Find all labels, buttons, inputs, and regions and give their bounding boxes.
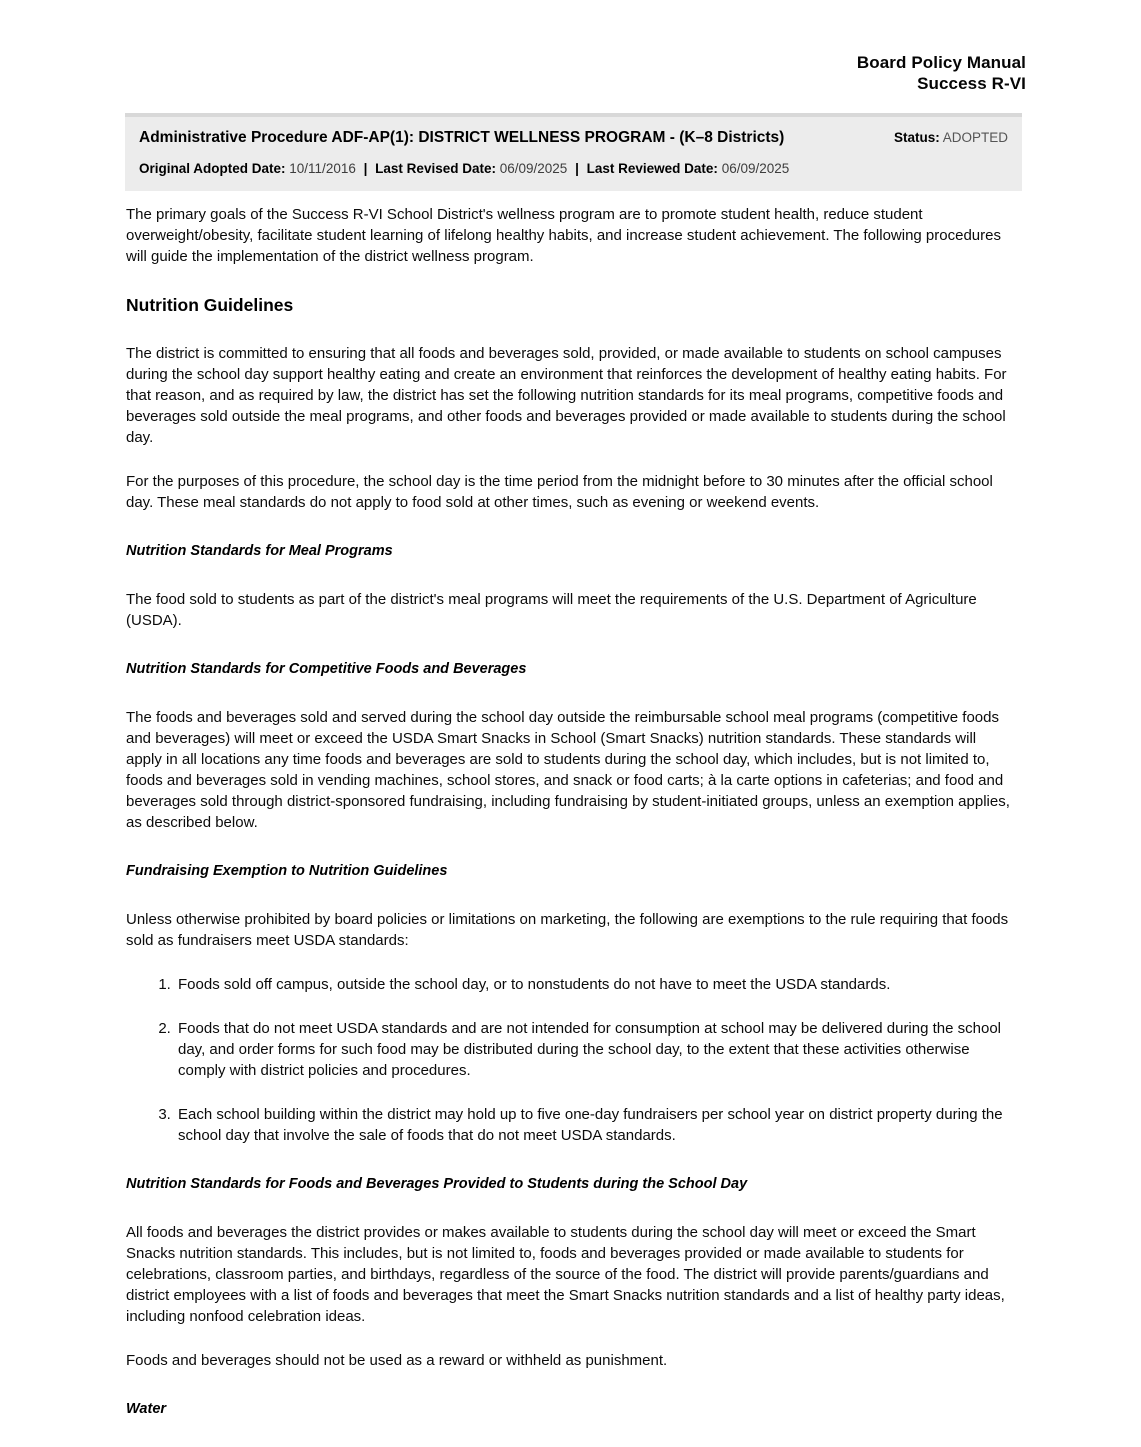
revised-date-label: Last Revised Date:	[375, 161, 496, 176]
policy-title: Administrative Procedure ADF-AP(1): DISTRICT WELLNESS PROGRAM - (K–8 Districts)	[139, 129, 785, 146]
meta-separator: |	[363, 161, 368, 176]
paragraph-commitment: The district is committed to ensuring that all foods and beverages sold, provided, or made available to students on school campuses during the school day support healthy eating and create an environment that reinforces the development of healthy eating habits. For that reason, and as required by law, the district has set the following nutrition standards for its meal programs, competitive foods and beverages sold outside the meal programs, and other foods and beverages provided or made available to students during the school day.	[126, 345, 1007, 446]
list-item: 2. Foods that do not meet USDA standards and are not intended for consumption at school may be delivered during the school day, and order forms for such food may be distributed during the school day, to the extent that these activities otherwise comply with district policies and procedures.	[175, 1018, 1015, 1081]
manual-title: Board Policy Manual	[856, 53, 1026, 72]
status-value: ADOPTED	[942, 130, 1008, 145]
section-heading-nutrition-guidelines: Nutrition Guidelines	[126, 295, 294, 315]
status-label: Status:	[893, 130, 940, 145]
policy-meta-line	[139, 160, 1008, 177]
subheading-meal-programs: Nutrition Standards for Meal Programs	[126, 543, 393, 559]
reviewed-date-label: Last Reviewed Date:	[586, 161, 718, 176]
status-badge	[894, 128, 1008, 145]
subheading-provided-foods: Nutrition Standards for Foods and Beverages Provided to Students during the School Day	[126, 1176, 748, 1192]
paragraph-meal-programs: The food sold to students as part of the district's meal programs will meet the requirements of the U.S. Department of Agriculture (USDA).	[126, 591, 977, 629]
list-item: 1. Foods sold off campus, outside the school day, or to nonstudents do not have to meet the USDA standards.	[175, 974, 1015, 995]
meta-separator: |	[575, 161, 579, 176]
policy-title-row	[139, 128, 1008, 148]
paragraph-school-day-definition: For the purposes of this procedure, the school day is the time period from the midnight before to 30 minutes after the official school day. These meal standards do not apply to food sold at other times, such as evening or weekend events.	[126, 473, 993, 511]
paragraph-provided-foods: All foods and beverages the district provides or makes available to students during the school day will meet or exceed the Smart Snacks nutrition standards. This includes, but is not limited to, foods and beverages provided or made available to students for celebrations, classroom parties, and birthdays, regardless of the source of the food. The district will provide parents/guardians and district employees with a list of foods and beverages that meet the Smart Snacks nutrition standards and a list of healthy party ideas, including nonfood celebration ideas.	[126, 1224, 1005, 1325]
paragraph-competitive-foods: The foods and beverages sold and served during the school day outside the reimbursable school meal programs (competitive foods and beverages) will meet or exceed the USDA Smart Snacks in School (Smart Snacks) nutrition standards. These standards will apply in all locations any time foods and beverages are sold to students during the school day, which includes, but is not limited to, foods and beverages sold in vending machines, school stores, and snack or food carts; à la carte options in cafeterias; and food and beverages sold through district-sponsored fundraising, including fundraising by student-initiated groups, unless an exemption applies, as described below.	[126, 709, 1010, 831]
revised-date-value: 06/09/2025	[499, 161, 568, 176]
fundraising-exemptions-list	[126, 974, 1015, 1146]
policy-body	[126, 186, 1015, 1447]
paragraph-fundraising-intro: Unless otherwise prohibited by board policies or limitations on marketing, the following are exemptions to the rule requiring that foods sold as fundraisers meet USDA standards:	[126, 911, 1009, 949]
adopted-date-label: Original Adopted Date:	[139, 161, 286, 176]
policy-header-box	[125, 113, 1022, 191]
board-policy-manual-header	[126, 52, 1026, 94]
subheading-fundraising-exemption: Fundraising Exemption to Nutrition Guidelines	[126, 863, 448, 879]
subheading-water: Water	[126, 1401, 167, 1417]
subheading-competitive-foods: Nutrition Standards for Competitive Foods and Beverages	[126, 661, 527, 677]
list-item: 3. Each school building within the district may hold up to five one-day fundraisers per school year on district property during the school day that involve the sale of foods that do not meet USDA standards.	[175, 1104, 1015, 1146]
paragraph-intro: The primary goals of the Success R-VI School District's wellness program are to promote student health, reduce student overweight/obesity, facilitate student learning of lifelong healthy habits, and increase student achievement. The following procedures will guide the implementation of the district wellness program.	[126, 206, 1001, 265]
reviewed-date-value: 06/09/2025	[721, 161, 790, 176]
district-name: Success R-VI	[917, 74, 1026, 93]
paragraph-reward-punishment: Foods and beverages should not be used as a reward or withheld as punishment.	[126, 1352, 668, 1369]
adopted-date-value: 10/11/2016	[289, 161, 356, 176]
